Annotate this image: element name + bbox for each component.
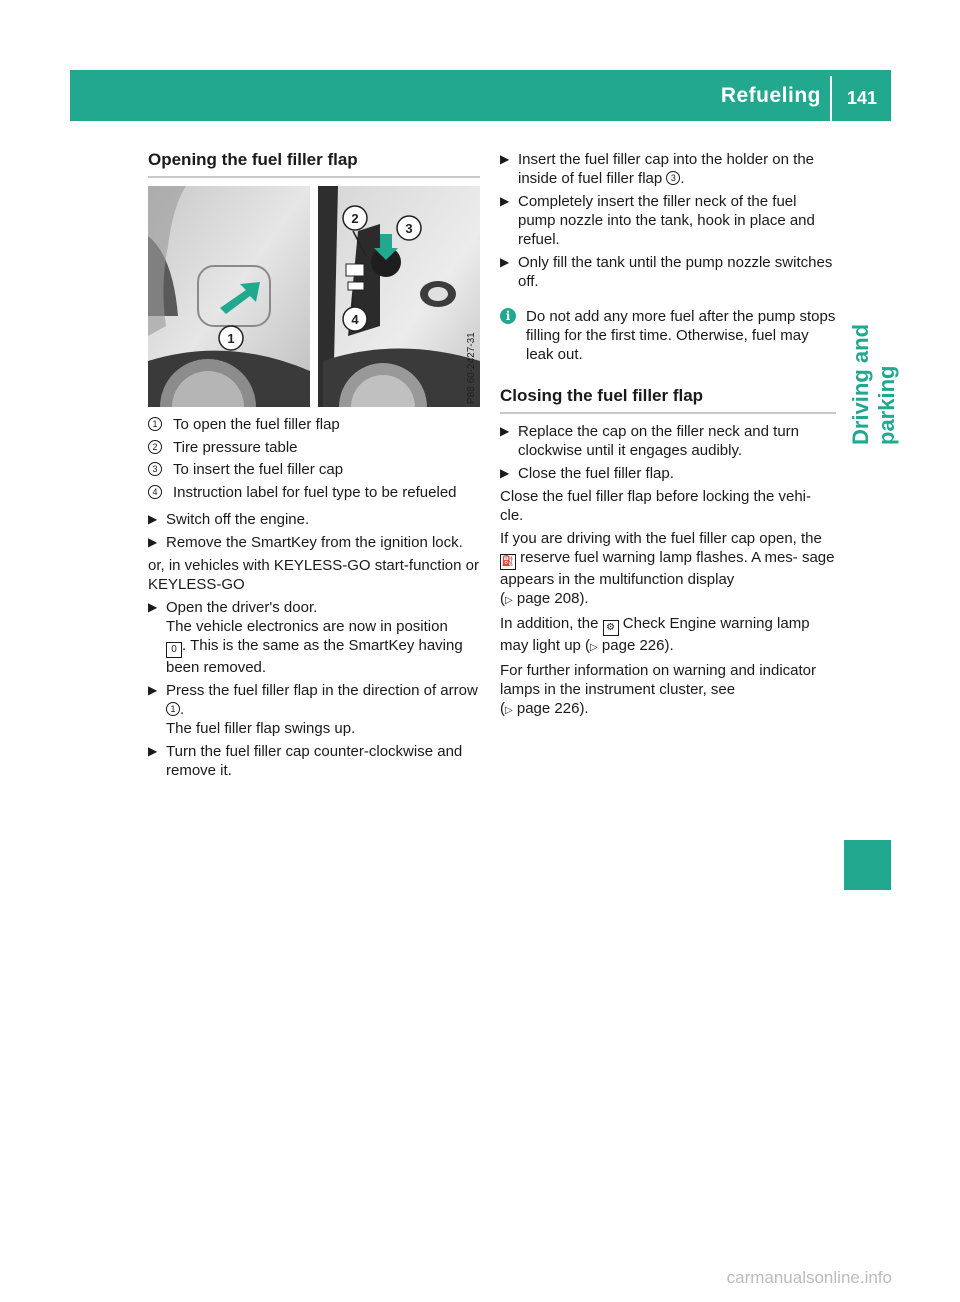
page-ref[interactable]: page 226). (601, 637, 674, 654)
left-column (148, 150, 480, 784)
page-ref[interactable]: page 208). (516, 590, 589, 607)
step-text: Only fill the tank until the pump nozzle switches off. (518, 254, 833, 290)
step-switch-off (148, 510, 480, 529)
para-check-engine (500, 614, 836, 657)
or-keyless-text: or, in vehicles with KEYLESS-GO start-function or KEYLESS-GO (148, 556, 479, 593)
punct: . (680, 170, 685, 187)
legend-num-2: 2 (148, 440, 162, 454)
legend-num-4: 4 (148, 485, 162, 499)
info-icon: i (500, 308, 516, 324)
step-fill-tank (500, 253, 836, 291)
legend-text-4: Instruction label for fuel type to be refueled (173, 483, 457, 501)
step-text: Replace the cap on the filler neck and turn clockwise until it engages audibly. (518, 423, 800, 459)
step-text: Turn the fuel filler cap counter-clockwise and remove it. (166, 742, 463, 779)
fuel-flap-illustration (148, 186, 480, 407)
legend-num-1: 1 (148, 417, 162, 431)
step-result: The fuel filler flap swings up. (166, 719, 356, 737)
legend-item-2 (148, 438, 480, 457)
legend-num-3: 3 (148, 462, 162, 476)
step-text: Close the fuel filler flap. (518, 465, 674, 482)
step-result-cont: . This is the same as the SmartKey having been removed. (166, 636, 463, 676)
step-arrow-icon: ▶ (500, 466, 510, 480)
step-text: Switch off the engine. (166, 510, 310, 528)
inline-callout-3: 3 (666, 171, 680, 185)
step-arrow-icon: ▶ (148, 511, 158, 526)
step-turn-cap (148, 742, 480, 780)
page-ref-icon: ▷ (590, 642, 598, 653)
legend-text-1: To open the fuel filler flap (173, 416, 340, 433)
legend-item-1 (148, 415, 480, 434)
para-text: For further information on warning and indicator lamps in the instrument cluster, see (500, 662, 816, 698)
header-bar (70, 70, 891, 121)
step-arrow-icon: ▶ (148, 682, 158, 697)
step-insert-cap (500, 150, 836, 188)
callout-1: 1 (227, 331, 235, 346)
para-text: In addition, the (500, 615, 599, 632)
step-open-door (148, 598, 480, 677)
step-arrow-icon: ▶ (148, 599, 158, 614)
para-close-before-lock: Close the fuel filler flap before locking the vehi- cle. (500, 488, 812, 524)
fuel-pump-icon: ⛽ (500, 554, 516, 570)
legend-item-4 (148, 483, 480, 502)
info-note (500, 307, 836, 364)
legend-item-3 (148, 460, 480, 479)
chapter-tab: Driving and parking (848, 323, 899, 445)
step-text: Press the fuel filler flap in the direction of arrow (166, 681, 478, 699)
heading-opening: Opening the fuel filler flap (148, 150, 480, 178)
step-result: The vehicle electronics are now in position (166, 617, 448, 635)
step-text: Insert the fuel filler cap into the holder on the inside of fuel filler flap (518, 151, 815, 187)
step-arrow-icon: ▶ (500, 255, 510, 269)
page-ref-icon: ▷ (505, 595, 513, 606)
page-number: 141 (846, 88, 877, 108)
step-arrow-icon: ▶ (500, 424, 510, 438)
page-ref-icon: ▷ (505, 705, 513, 716)
inline-callout-1: 1 (166, 702, 180, 716)
step-arrow-icon: ▶ (500, 194, 510, 208)
step-arrow-icon: ▶ (500, 152, 510, 166)
para-further-info: For further information on warning and indicator lamps in the instrument cluster, see (▷ page 226). (500, 662, 816, 717)
step-close-flap (500, 464, 836, 483)
step-replace-cap (500, 422, 836, 460)
legend-text-3: To insert the fuel filler cap (173, 461, 344, 478)
check-engine-icon: ⚙ (603, 620, 619, 636)
punct: . (180, 700, 185, 718)
figure-code: P88.60-2427-31 (466, 332, 477, 404)
step-press-flap (148, 681, 480, 738)
para-text: Check Engine warning lamp may light up ( (500, 615, 810, 654)
step-text: Remove the SmartKey from the ignition lock. (166, 533, 463, 551)
step-remove-key (148, 533, 480, 552)
chapter-marker (844, 840, 891, 890)
para-text: If you are driving with the fuel filler cap open, the (500, 530, 822, 547)
legend-text-2: Tire pressure table (173, 438, 298, 456)
section-title: Refueling (720, 84, 821, 107)
callout-3: 3 (405, 221, 413, 236)
step-arrow-icon: ▶ (148, 743, 158, 758)
step-arrow-icon: ▶ (148, 534, 158, 549)
note-text: Do not add any more fuel after the pump stops filling for the first time. Otherwise, fuel may leak out. (526, 308, 836, 363)
heading-closing: Closing the fuel filler flap (500, 386, 836, 414)
page-ref[interactable]: page 226). (516, 700, 589, 717)
callout-2: 2 (351, 211, 359, 226)
right-column (500, 150, 836, 724)
step-insert-nozzle (500, 192, 836, 249)
step-text: Completely insert the filler neck of the fuel pump nozzle into the tank, hook in place and refuel. (518, 193, 815, 248)
header-divider (830, 76, 832, 121)
key-position-0-icon: 0 (166, 642, 182, 658)
watermark: carmanualsonline.info (726, 1268, 892, 1287)
fuel-flap-figure (148, 186, 480, 407)
step-text: Open the driver's door. (166, 598, 318, 616)
para-reserve-warning: If you are driving with the fuel filler cap open, the ⛽ reserve fuel warning lamp flashes. A mes- sage appears in the multifunction display (▷ page 208). (500, 530, 835, 607)
callout-4: 4 (351, 312, 359, 327)
para-text: reserve fuel warning lamp flashes. A mes- sage appears in the multifunction display (500, 549, 835, 588)
